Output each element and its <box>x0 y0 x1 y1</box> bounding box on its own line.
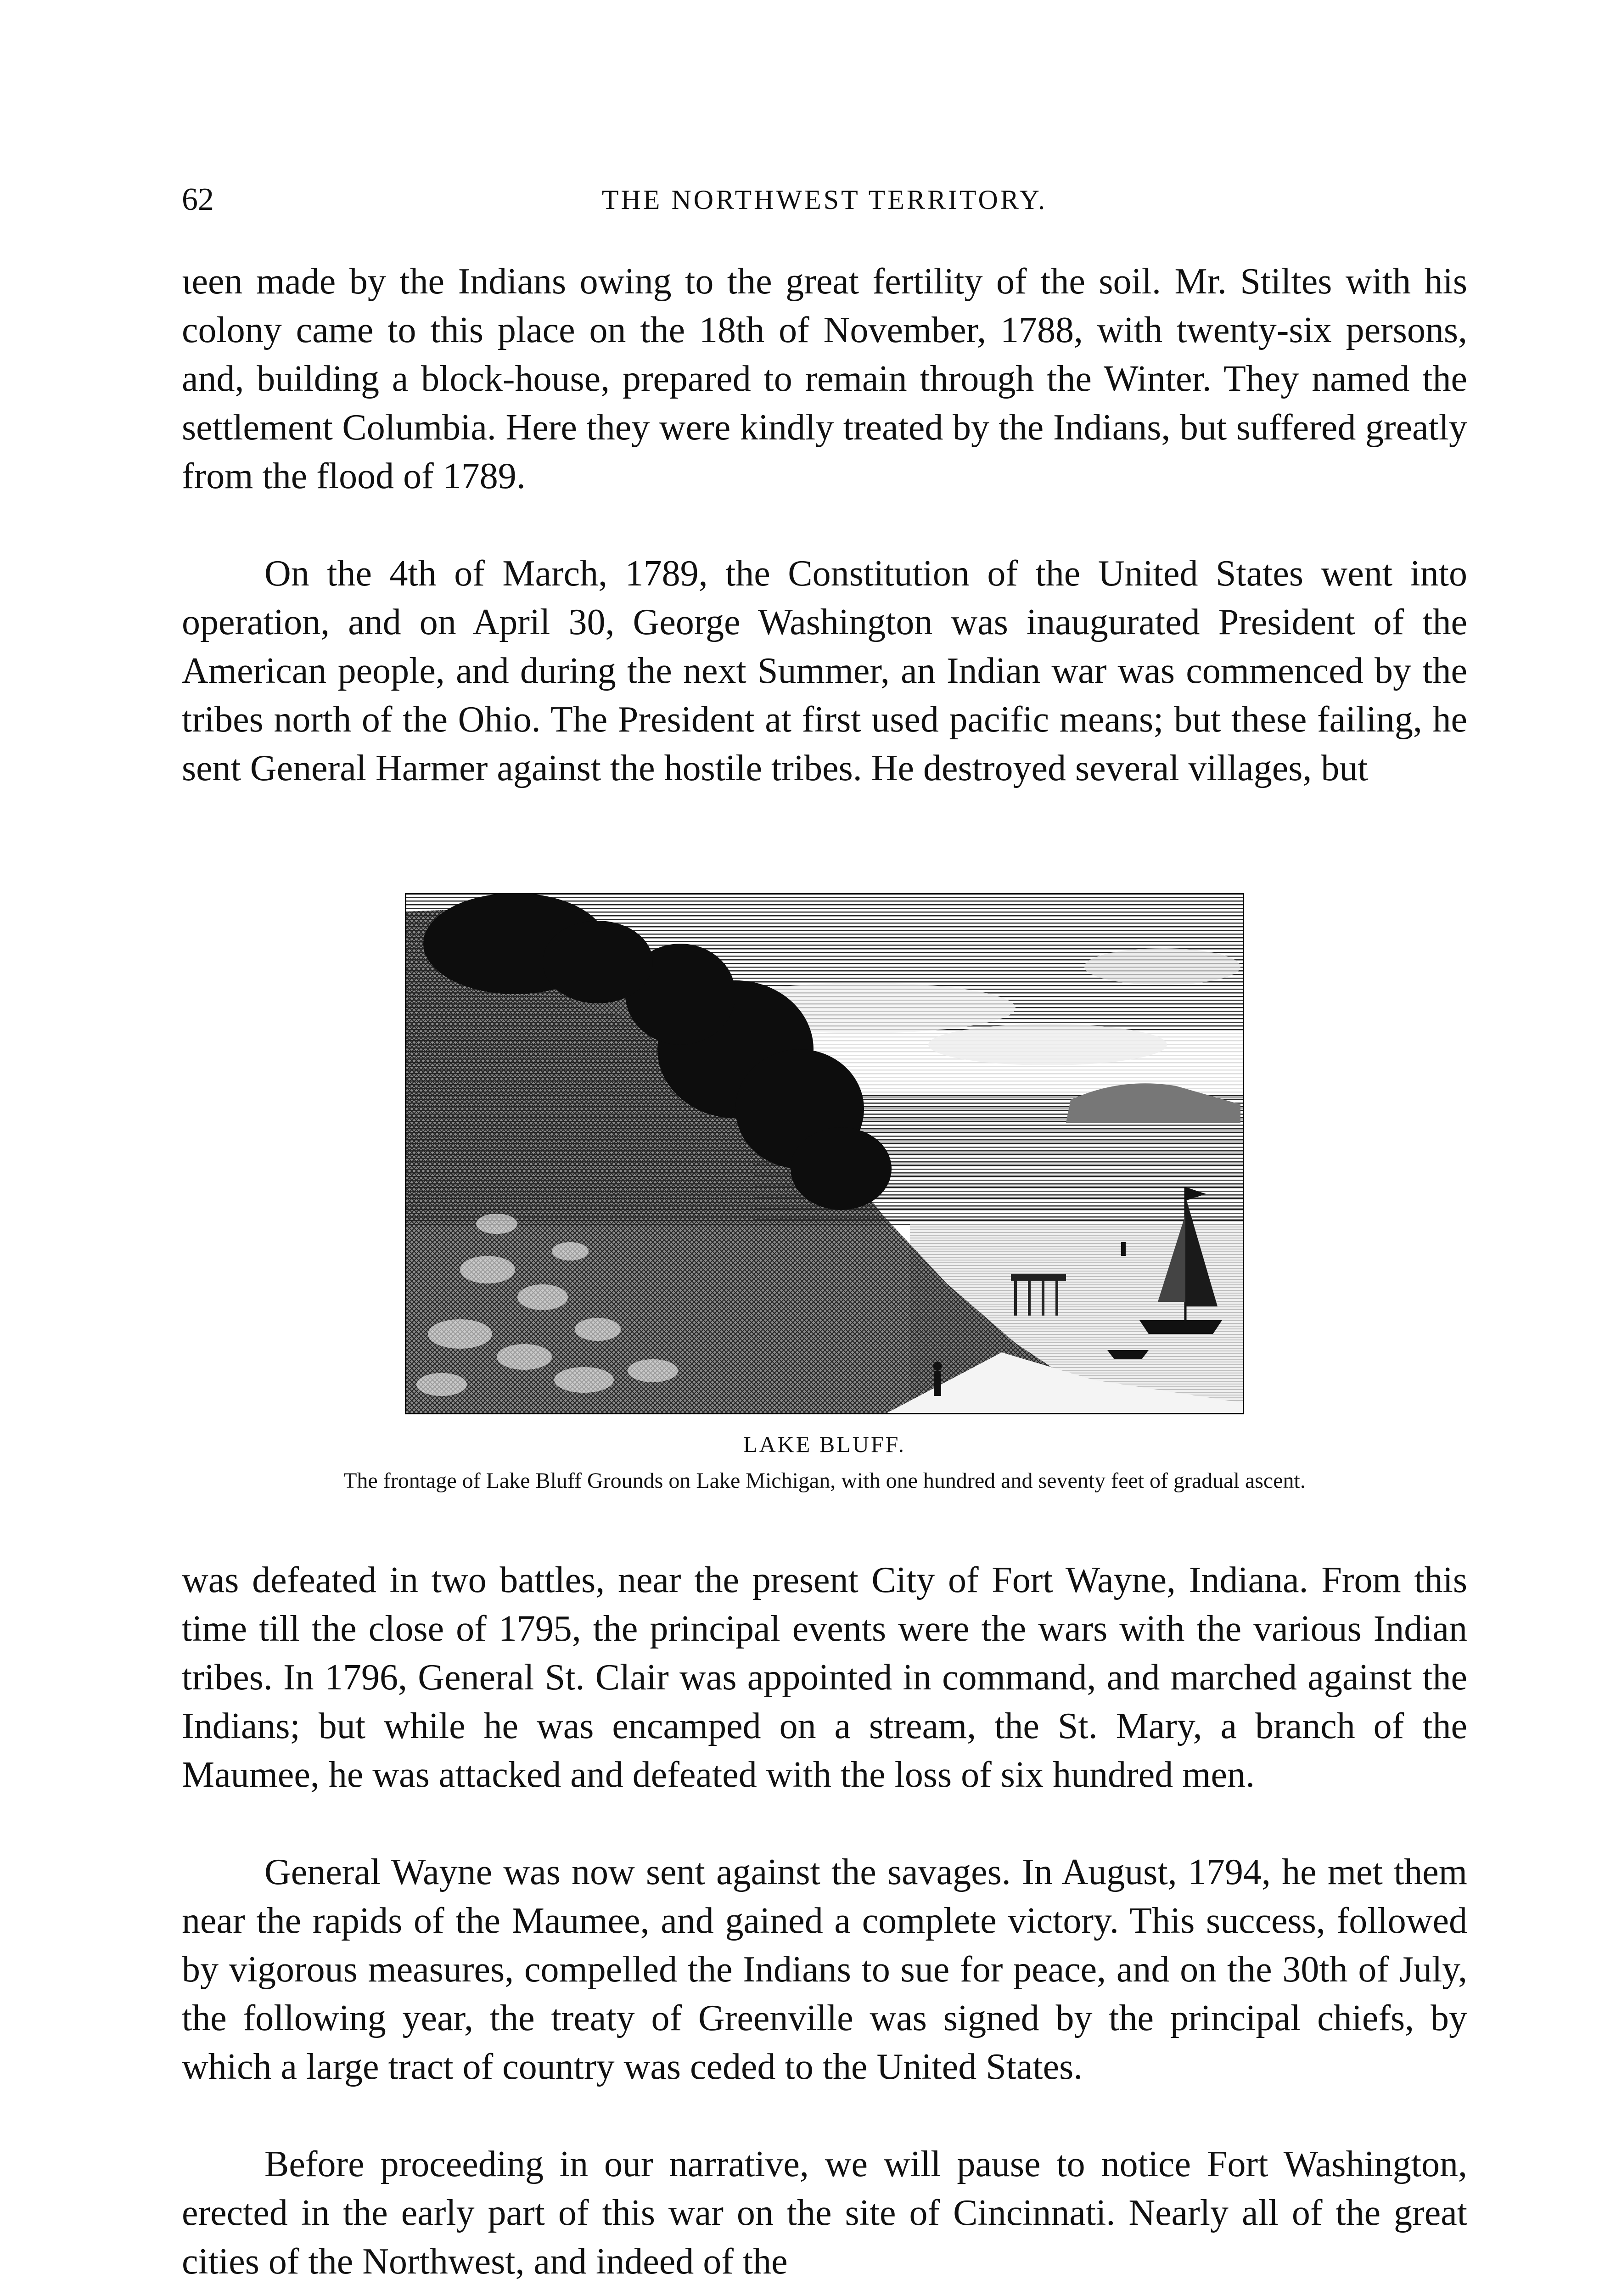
figure-caption: The frontage of Lake Bluff Grounds on Lake Michigan, with one hundred and seventy feet of gradual ascent. <box>343 1469 1306 1493</box>
buoy <box>1121 1242 1126 1256</box>
paragraph-3: was defeated in two battles, near the present City of Fort Wayne, Indiana. From this time till the close of 1795, the principal events were the wars with the various Indian tribes. In 1796, General St. Clair was appointed in command, and marched against the Indians; but while he was encamped on a stream, the St. Mary, a branch of the Maumee, he was attacked and defeated with the loss of six hundred men. <box>182 1560 1467 1795</box>
paragraph-1: ɩeen made by the Indians owing to the great fertility of the soil. Mr. Stiltes with his colony came to this place on the 18th of November, 1788, with twenty-six persons, and, building a block-house, prepared to remain through the Winter. They named the settlement Columbia. Here they were kindly treated by the Indians, but suffered greatly from the flood of 1789. <box>182 261 1467 496</box>
paragraph-2: On the 4th of March, 1789, the Constitution of the United States went into operation, and on April 30, George Washington was inaugurated President of the American people, and during the next Summer, an Indian war was commenced by the tribes north of the Ohio. The President at first used pacific means; but these failing, he sent General Harmer against the hostile tribes. He destroyed several villages, but <box>182 553 1467 788</box>
rowboat <box>1107 1350 1149 1359</box>
standing-figure <box>933 1362 942 1396</box>
cloud <box>1084 948 1240 985</box>
figure-title: LAKE BLUFF. <box>743 1431 906 1457</box>
paragraph-5: Before proceeding in our narrative, we will pause to notice Fort Washington, erected in the early part of this war on the site of Cincinnati. Nearly all of the great cities of the Northwest, and indeed of the <box>182 2144 1467 2282</box>
page-number: 62 <box>182 182 214 217</box>
running-head <box>182 181 1467 218</box>
running-title: THE NORTHWEST TERRITORY. <box>601 185 1048 215</box>
lake-bluff-engraving <box>405 893 1244 1414</box>
paragraph-4: General Wayne was now sent against the savages. In August, 1794, he met them near the rapids of the Maumee, and gained a complete victory. This success, followed by vigorous measures, compelled the Indians to sue for peace, and on the 30th of July, the following year, the treaty of Greenville was signed by the principal chiefs, by which a large tract of country was ceded to the United States. <box>182 1852 1467 2087</box>
pier <box>1011 1274 1066 1281</box>
cloud <box>928 1024 1167 1065</box>
